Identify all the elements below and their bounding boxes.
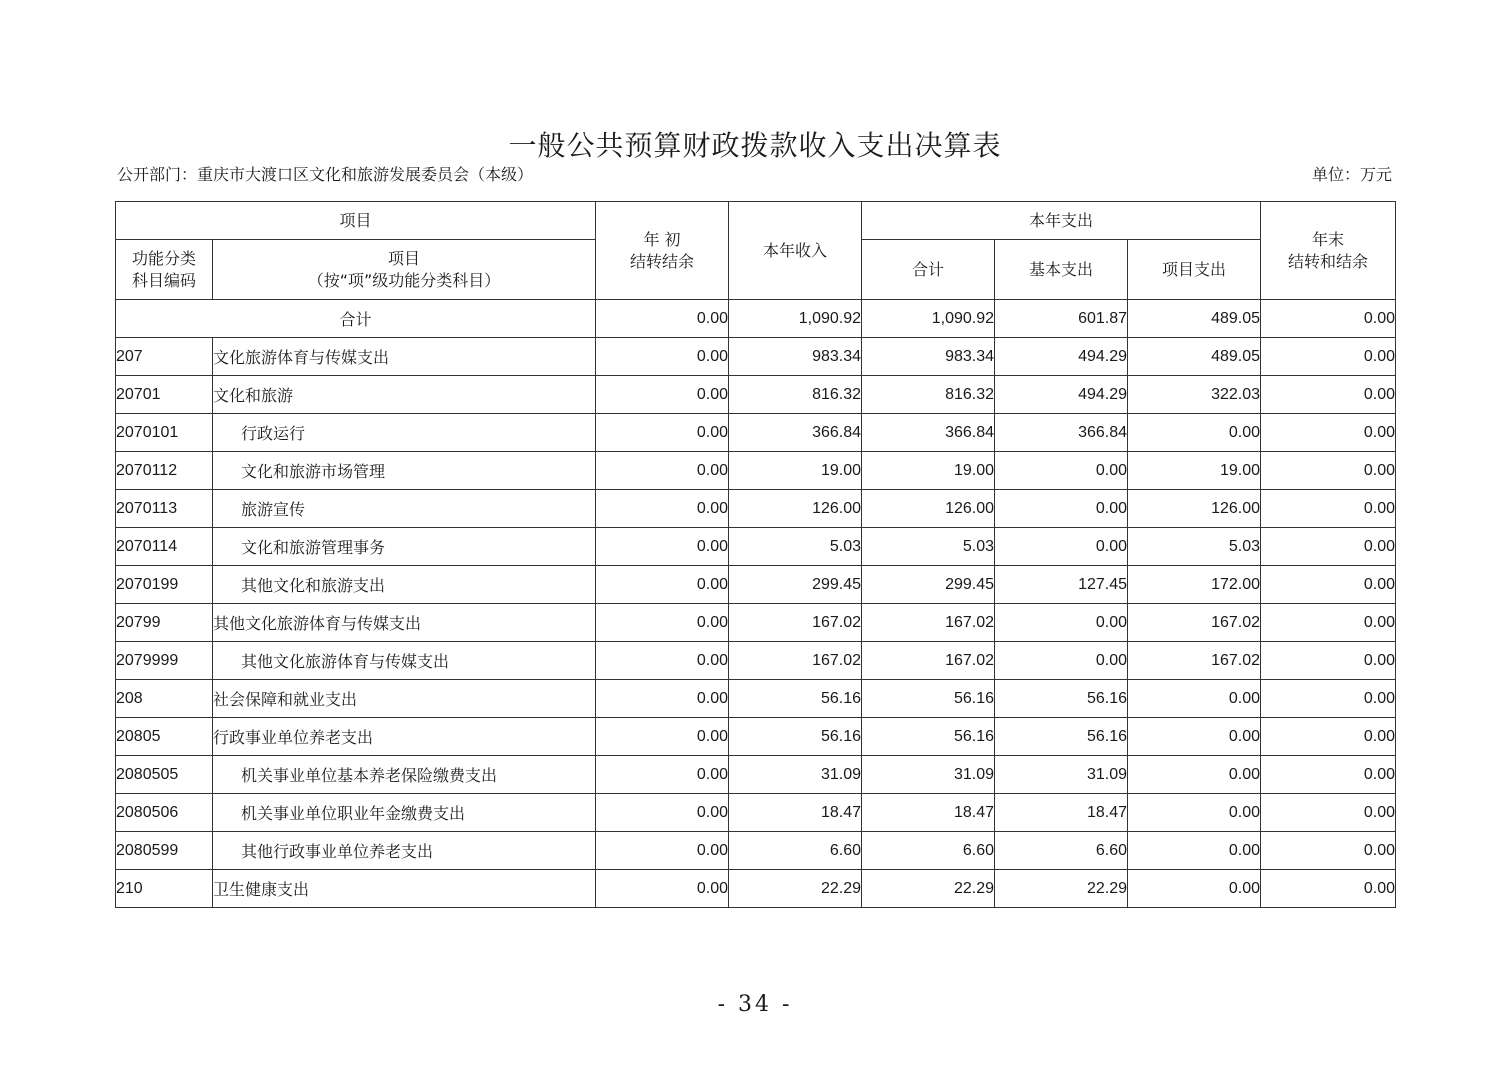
table-row — [116, 338, 1396, 376]
table-row — [116, 756, 1396, 794]
header-closing-balance: 年末 结转和结余 — [1261, 202, 1396, 300]
row-expense-project: 0.00 — [1128, 718, 1261, 756]
row-opening: 0.00 — [596, 338, 729, 376]
row-name: 文化和旅游市场管理 — [213, 452, 596, 490]
row-code: 2080505 — [116, 756, 213, 794]
row-expense-project: 0.00 — [1128, 680, 1261, 718]
row-expense-total: 126.00 — [862, 490, 995, 528]
row-closing: 0.00 — [1261, 794, 1396, 832]
row-code: 2070199 — [116, 566, 213, 604]
table-body — [116, 300, 1396, 908]
header-opening-balance: 年 初 结转结余 — [596, 202, 729, 300]
row-name: 其他行政事业单位养老支出 — [213, 832, 596, 870]
table-row — [116, 376, 1396, 414]
row-expense-total: 366.84 — [862, 414, 995, 452]
row-expense-project: 322.03 — [1128, 376, 1261, 414]
row-name: 文化旅游体育与传媒支出 — [213, 338, 596, 376]
table-row — [116, 490, 1396, 528]
header-item-group: 项目 — [116, 202, 596, 240]
row-code: 2070113 — [116, 490, 213, 528]
row-expense-basic: 127.45 — [995, 566, 1128, 604]
row-income: 983.34 — [729, 338, 862, 376]
row-income: 5.03 — [729, 528, 862, 566]
total-expense-project: 489.05 — [1128, 300, 1261, 338]
row-closing: 0.00 — [1261, 338, 1396, 376]
table-row — [116, 642, 1396, 680]
row-code: 20701 — [116, 376, 213, 414]
row-closing: 0.00 — [1261, 376, 1396, 414]
row-expense-basic: 0.00 — [995, 528, 1128, 566]
row-code: 2080599 — [116, 832, 213, 870]
unit-label: 单位：万元 — [1311, 165, 1392, 184]
table-header — [116, 202, 1396, 300]
row-code: 2070114 — [116, 528, 213, 566]
document-title: 一般公共预算财政拨款收入支出决算表 — [508, 129, 1002, 162]
table-row — [116, 832, 1396, 870]
row-code: 2070112 — [116, 452, 213, 490]
row-income: 22.29 — [729, 870, 862, 908]
row-closing: 0.00 — [1261, 566, 1396, 604]
row-expense-project: 489.05 — [1128, 338, 1261, 376]
row-code: 2079999 — [116, 642, 213, 680]
row-opening: 0.00 — [596, 718, 729, 756]
row-income: 126.00 — [729, 490, 862, 528]
row-expense-project: 167.02 — [1128, 642, 1261, 680]
row-opening: 0.00 — [596, 528, 729, 566]
row-name: 行政运行 — [213, 414, 596, 452]
row-code: 2070101 — [116, 414, 213, 452]
page-number: - 34 - — [717, 992, 793, 1017]
budget-table — [115, 201, 1396, 908]
row-expense-basic: 0.00 — [995, 642, 1128, 680]
header-expense-total: 合计 — [862, 240, 995, 300]
row-opening: 0.00 — [596, 566, 729, 604]
table-row — [116, 414, 1396, 452]
row-code: 2080506 — [116, 794, 213, 832]
row-expense-project: 19.00 — [1128, 452, 1261, 490]
row-closing: 0.00 — [1261, 718, 1396, 756]
row-code: 20805 — [116, 718, 213, 756]
row-closing: 0.00 — [1261, 528, 1396, 566]
row-name: 行政事业单位养老支出 — [213, 718, 596, 756]
row-opening: 0.00 — [596, 414, 729, 452]
header-expense-project: 项目支出 — [1128, 240, 1261, 300]
row-opening: 0.00 — [596, 642, 729, 680]
row-income: 167.02 — [729, 604, 862, 642]
row-expense-total: 167.02 — [862, 604, 995, 642]
row-name: 其他文化旅游体育与传媒支出 — [213, 604, 596, 642]
table-row — [116, 566, 1396, 604]
row-expense-total: 18.47 — [862, 794, 995, 832]
row-expense-basic: 56.16 — [995, 718, 1128, 756]
row-closing: 0.00 — [1261, 642, 1396, 680]
row-expense-basic: 22.29 — [995, 870, 1128, 908]
row-opening: 0.00 — [596, 680, 729, 718]
row-expense-project: 172.00 — [1128, 566, 1261, 604]
row-income: 56.16 — [729, 680, 862, 718]
row-expense-basic: 494.29 — [995, 376, 1128, 414]
total-income: 1,090.92 — [729, 300, 862, 338]
row-expense-project: 5.03 — [1128, 528, 1261, 566]
header-code: 功能分类 科目编码 — [116, 240, 213, 300]
row-opening: 0.00 — [596, 756, 729, 794]
row-opening: 0.00 — [596, 794, 729, 832]
total-expense-basic: 601.87 — [995, 300, 1128, 338]
row-closing: 0.00 — [1261, 756, 1396, 794]
row-code: 208 — [116, 680, 213, 718]
row-income: 366.84 — [729, 414, 862, 452]
row-closing: 0.00 — [1261, 414, 1396, 452]
table-row — [116, 680, 1396, 718]
row-expense-total: 22.29 — [862, 870, 995, 908]
header-income: 本年收入 — [729, 202, 862, 300]
row-name: 文化和旅游管理事务 — [213, 528, 596, 566]
table-row — [116, 870, 1396, 908]
row-expense-project: 0.00 — [1128, 756, 1261, 794]
row-name: 机关事业单位基本养老保险缴费支出 — [213, 756, 596, 794]
row-opening: 0.00 — [596, 870, 729, 908]
table-row — [116, 528, 1396, 566]
row-expense-total: 983.34 — [862, 338, 995, 376]
total-opening: 0.00 — [596, 300, 729, 338]
row-expense-total: 31.09 — [862, 756, 995, 794]
row-income: 167.02 — [729, 642, 862, 680]
row-income: 816.32 — [729, 376, 862, 414]
row-income: 56.16 — [729, 718, 862, 756]
row-expense-project: 0.00 — [1128, 794, 1261, 832]
row-name: 社会保障和就业支出 — [213, 680, 596, 718]
header-expense-basic: 基本支出 — [995, 240, 1128, 300]
row-opening: 0.00 — [596, 452, 729, 490]
table-row — [116, 452, 1396, 490]
table-row — [116, 718, 1396, 756]
row-closing: 0.00 — [1261, 832, 1396, 870]
row-expense-total: 56.16 — [862, 718, 995, 756]
row-expense-total: 6.60 — [862, 832, 995, 870]
row-opening: 0.00 — [596, 376, 729, 414]
row-opening: 0.00 — [596, 832, 729, 870]
row-expense-basic: 0.00 — [995, 604, 1128, 642]
header-item: 项目 （按“项”级功能分类科目） — [213, 240, 596, 300]
row-opening: 0.00 — [596, 490, 729, 528]
row-expense-basic: 18.47 — [995, 794, 1128, 832]
row-expense-total: 299.45 — [862, 566, 995, 604]
row-expense-basic: 0.00 — [995, 452, 1128, 490]
row-income: 18.47 — [729, 794, 862, 832]
row-income: 19.00 — [729, 452, 862, 490]
table-row — [116, 604, 1396, 642]
row-name: 机关事业单位职业年金缴费支出 — [213, 794, 596, 832]
row-expense-total: 56.16 — [862, 680, 995, 718]
row-name: 旅游宣传 — [213, 490, 596, 528]
row-expense-project: 0.00 — [1128, 414, 1261, 452]
row-expense-basic: 366.84 — [995, 414, 1128, 452]
row-closing: 0.00 — [1261, 604, 1396, 642]
row-expense-basic: 56.16 — [995, 680, 1128, 718]
header-expense-group: 本年支出 — [862, 202, 1261, 240]
row-expense-basic: 6.60 — [995, 832, 1128, 870]
row-code: 210 — [116, 870, 213, 908]
total-row — [116, 300, 1396, 338]
row-income: 299.45 — [729, 566, 862, 604]
row-closing: 0.00 — [1261, 870, 1396, 908]
row-closing: 0.00 — [1261, 490, 1396, 528]
row-expense-project: 126.00 — [1128, 490, 1261, 528]
row-expense-total: 167.02 — [862, 642, 995, 680]
row-name: 卫生健康支出 — [213, 870, 596, 908]
table-row — [116, 794, 1396, 832]
row-expense-total: 5.03 — [862, 528, 995, 566]
row-expense-project: 0.00 — [1128, 870, 1261, 908]
row-expense-total: 816.32 — [862, 376, 995, 414]
row-code: 207 — [116, 338, 213, 376]
row-income: 31.09 — [729, 756, 862, 794]
row-code: 20799 — [116, 604, 213, 642]
row-opening: 0.00 — [596, 604, 729, 642]
row-expense-basic: 0.00 — [995, 490, 1128, 528]
row-income: 6.60 — [729, 832, 862, 870]
row-closing: 0.00 — [1261, 680, 1396, 718]
row-expense-basic: 31.09 — [995, 756, 1128, 794]
total-closing: 0.00 — [1261, 300, 1396, 338]
row-expense-total: 19.00 — [862, 452, 995, 490]
total-label: 合计 — [116, 300, 596, 338]
department-label: 公开部门：重庆市大渡口区文化和旅游发展委员会（本级） — [117, 165, 534, 184]
row-expense-basic: 494.29 — [995, 338, 1128, 376]
row-name: 其他文化旅游体育与传媒支出 — [213, 642, 596, 680]
row-name: 其他文化和旅游支出 — [213, 566, 596, 604]
row-expense-project: 167.02 — [1128, 604, 1261, 642]
row-expense-project: 0.00 — [1128, 832, 1261, 870]
total-expense-total: 1,090.92 — [862, 300, 995, 338]
row-closing: 0.00 — [1261, 452, 1396, 490]
row-name: 文化和旅游 — [213, 376, 596, 414]
